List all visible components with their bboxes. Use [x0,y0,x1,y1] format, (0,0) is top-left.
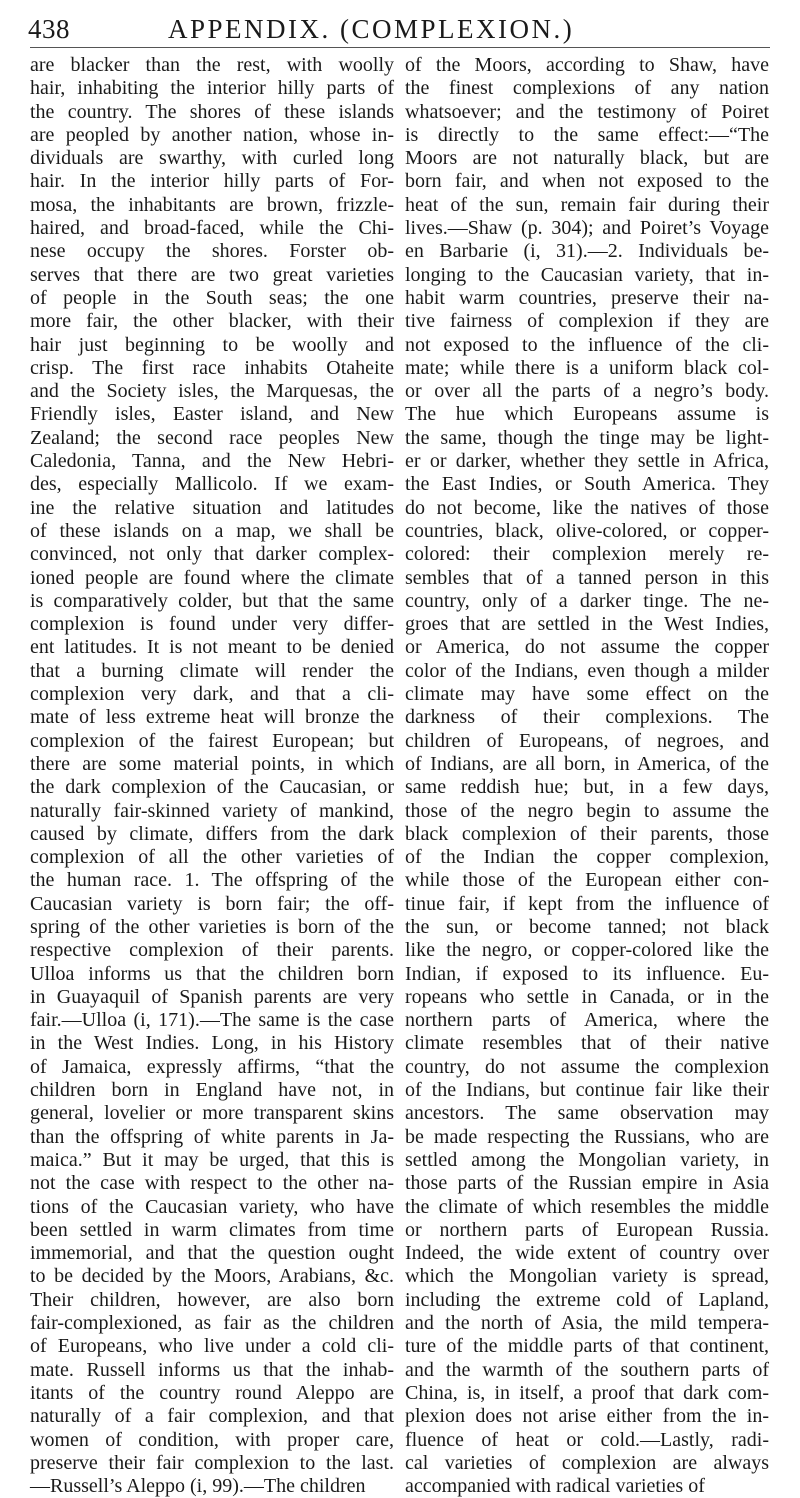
text-line: country, only of a darker tinge. The ne- [405,589,769,612]
text-line: climate may have some effect on the [405,683,769,706]
text-line: tinue fair, if kept from the influence of [405,892,769,915]
text-line: northern parts of America, where the [405,1009,769,1032]
text-line: ture of the middle parts of that continent, [405,1335,769,1358]
text-line: heat of the sun, remain fair during their [405,193,769,216]
text-line: lives.—Shaw (p. 304); and Poiret’s Voyage [405,217,769,240]
text-line: while those of the European either con- [405,869,769,892]
text-line: be made respecting the Russians, who are [405,1125,769,1148]
text-line: countries, black, olive-colored, or copper- [405,519,769,542]
text-line: complexion very dark, and that a cli- [30,683,394,706]
text-line: Caucasian variety is born fair; the off- [30,892,394,915]
text-line: The hue which Europeans assume is [405,403,769,426]
text-line: do not become, like the natives of those [405,496,769,519]
text-line: of Europeans, who live under a cold cli- [30,1335,394,1358]
text-line: and the Society isles, the Marquesas, the [30,380,394,403]
text-line: Moors are not naturally black, but are [405,147,769,170]
text-line: en Barbarie (i, 31).—2. Individuals be- [405,240,769,263]
text-line: and the warmth of the southern parts of [405,1358,769,1381]
text-line: dividuals are swarthy, with curled long [30,147,394,170]
text-line: China, is, in itself, a proof that dark com- [405,1381,769,1404]
page-header [28,14,772,46]
text-line: born fair, and when not exposed to the [405,170,769,193]
text-line: Zealand; the second race peoples New [30,426,394,449]
text-line: not the case with respect to the other na- [30,1172,394,1195]
text-line: mate. Russell informs us that the inhab- [30,1358,394,1381]
text-line: Indeed, the wide extent of country over [405,1242,769,1265]
text-line: colored: their complexion merely re- [405,543,769,566]
text-line: of the Indians, but continue fair like their [405,1079,769,1102]
text-line: not exposed to the influence of the cli- [405,333,769,356]
text-line: climate resembles that of their native [405,1032,769,1055]
text-line: sembles that of a tanned person in this [405,566,769,589]
text-line: more fair, the other blacker, with their [30,310,394,333]
text-line: accompanied with radical varieties of [405,1475,705,1498]
text-line: Ulloa informs us that the children born [30,962,394,985]
text-line: longing to the Caucasian variety, that in- [405,263,769,286]
text-line: which the Mongolian variety is spread, [405,1265,769,1288]
text-line: des, especially Mallicolo. If we exam- [30,473,394,496]
left-column [30,54,394,1498]
text-line: cal varieties of complexion are always [405,1451,769,1474]
text-line: ioned people are found where the climate [30,566,394,589]
text-line: the dark complexion of the Caucasian, or [30,776,394,799]
text-line: nese occupy the shores. Forster ob- [30,240,394,263]
text-line: of people in the South seas; the one [30,286,394,309]
text-line: black complexion of their parents, those [405,822,769,845]
text-line: mosa, the inhabitants are brown, frizzle- [30,193,394,216]
text-line: the country. The shores of these islands [30,100,394,123]
text-line: are blacker than the rest, with woolly [30,54,394,76]
text-line: the East Indies, or South America. They [405,473,769,496]
text-line: ent latitudes. It is not meant to be denied [30,636,394,659]
text-line: —Russell’s Aleppo (i, 99).—The children [30,1475,366,1498]
text-line: country, do not assume the complexion [405,1055,769,1078]
text-line: hair just beginning to be woolly and [30,333,394,356]
text-line: er or darker, whether they settle in Africa, [405,450,769,473]
text-line: naturally fair-skinned variety of mankind, [30,799,394,822]
text-line: those parts of the Russian empire in Asia [405,1172,769,1195]
text-line: general, lovelier or more transparent skins [30,1102,394,1125]
running-head: APPENDIX. (COMPLEXION.) [168,14,575,44]
text-line: Indian, if exposed to its influence. Eu- [405,962,769,985]
text-line: of the Moors, according to Shaw, have [405,54,769,76]
text-line: the climate of which resembles the middle [405,1195,769,1218]
text-line: serves that there are two great varieties [30,263,394,286]
right-column [405,54,769,1498]
text-line: maica.” But it may be urged, that this is [30,1148,394,1171]
text-line: habit warm countries, preserve their na- [405,286,769,309]
text-line: tions of the Caucasian variety, who have [30,1195,394,1218]
text-line: there are some material points, in which [30,752,394,775]
text-line: Caledonia, Tanna, and the New Hebri- [30,450,394,473]
text-line: spring of the other varieties is born of the [30,915,394,938]
text-line: and the north of Asia, the mild tempera- [405,1312,769,1335]
text-line: been settled in warm climates from time [30,1218,394,1241]
text-line: children born in England have not, in [30,1079,394,1102]
text-line: darkness of their complexions. The [405,706,769,729]
text-line: are peopled by another nation, whose in- [30,123,394,146]
text-line: that a burning climate will render the [30,659,394,682]
text-line: like the negro, or copper-colored like the [405,939,769,962]
text-line: plexion does not arise either from the in- [405,1405,769,1428]
text-line: hair. In the interior hilly parts of For- [30,170,394,193]
text-line: is directly to the same effect:—“The [405,123,769,146]
text-line: respective complexion of their parents. [30,939,394,962]
text-line: in the West Indies. Long, in his History [30,1032,394,1055]
text-line: to be decided by the Moors, Arabians, &c. [30,1265,394,1288]
text-line: the sun, or become tanned; not black [405,915,769,938]
text-line: women of condition, with proper care, [30,1428,394,1451]
text-line: ropeans who settle in Canada, or in the [405,985,769,1008]
text-line: complexion is found under very differ- [30,613,394,636]
text-line: caused by climate, differs from the dark [30,822,394,845]
text-line: complexion of the fairest European; but [30,729,394,752]
text-line: hair, inhabiting the interior hilly parts of [30,77,394,100]
text-line: preserve their fair complexion to the last. [30,1451,394,1474]
text-line: of Indians, are all born, in America, of the [405,752,769,775]
text-line: than the offspring of white parents in Ja- [30,1125,394,1148]
text-line: mate of less extreme heat will bronze the [30,706,394,729]
text-line: ancestors. The same observation may [405,1102,769,1125]
text-line: fair.—Ulloa (i, 171).—The same is the case [30,1009,394,1032]
text-line: fluence of heat or cold.—Lastly, radi- [405,1428,769,1451]
text-line: those of the negro begin to assume the [405,799,769,822]
text-line: of the Indian the copper complexion, [405,846,769,869]
text-line: same reddish hue; but, in a few days, [405,776,769,799]
text-line: color of the Indians, even though a milder [405,659,769,682]
text-line: settled among the Mongolian variety, in [405,1148,769,1171]
text-line: including the extreme cold of Lapland, [405,1288,769,1311]
text-line: the same, though the tinge may be light- [405,426,769,449]
text-line: complexion of all the other varieties of [30,846,394,869]
text-line: immemorial, and that the question ought [30,1242,394,1265]
text-line: ine the relative situation and latitudes [30,496,394,519]
text-line: or over all the parts of a negro’s body. [405,380,769,403]
text-line: Their children, however, are also born [30,1288,394,1311]
text-line: the finest complexions of any nation [405,77,769,100]
text-line: haired, and broad-faced, while the Chi- [30,217,394,240]
text-line: fair-complexioned, as fair as the children [30,1312,394,1335]
text-line: or America, do not assume the copper [405,636,769,659]
text-line: mate; while there is a uniform black col- [405,356,769,379]
text-line: of Jamaica, expressly affirms, “that the [30,1055,394,1078]
text-line: children of Europeans, of negroes, and [405,729,769,752]
text-line: crisp. The first race inhabits Otaheite [30,356,394,379]
text-line: convinced, not only that darker complex- [30,543,394,566]
text-line: naturally of a fair complexion, and that [30,1405,394,1428]
text-line: whatsoever; and the testimony of Poiret [405,100,769,123]
text-line: or northern parts of European Russia. [405,1218,769,1241]
text-line: is comparatively colder, but that the same [30,589,394,612]
text-line: groes that are settled in the West Indies, [405,613,769,636]
text-line: the human race. 1. The offspring of the [30,869,394,892]
text-line: in Guayaquil of Spanish parents are very [30,985,394,1008]
page-number: 438 [28,14,70,44]
text-line: of these islands on a map, we shall be [30,519,394,542]
text-line: Friendly isles, Easter island, and New [30,403,394,426]
header-rule [30,47,770,48]
text-line: itants of the country round Aleppo are [30,1381,394,1404]
text-line: tive fairness of complexion if they are [405,310,769,333]
